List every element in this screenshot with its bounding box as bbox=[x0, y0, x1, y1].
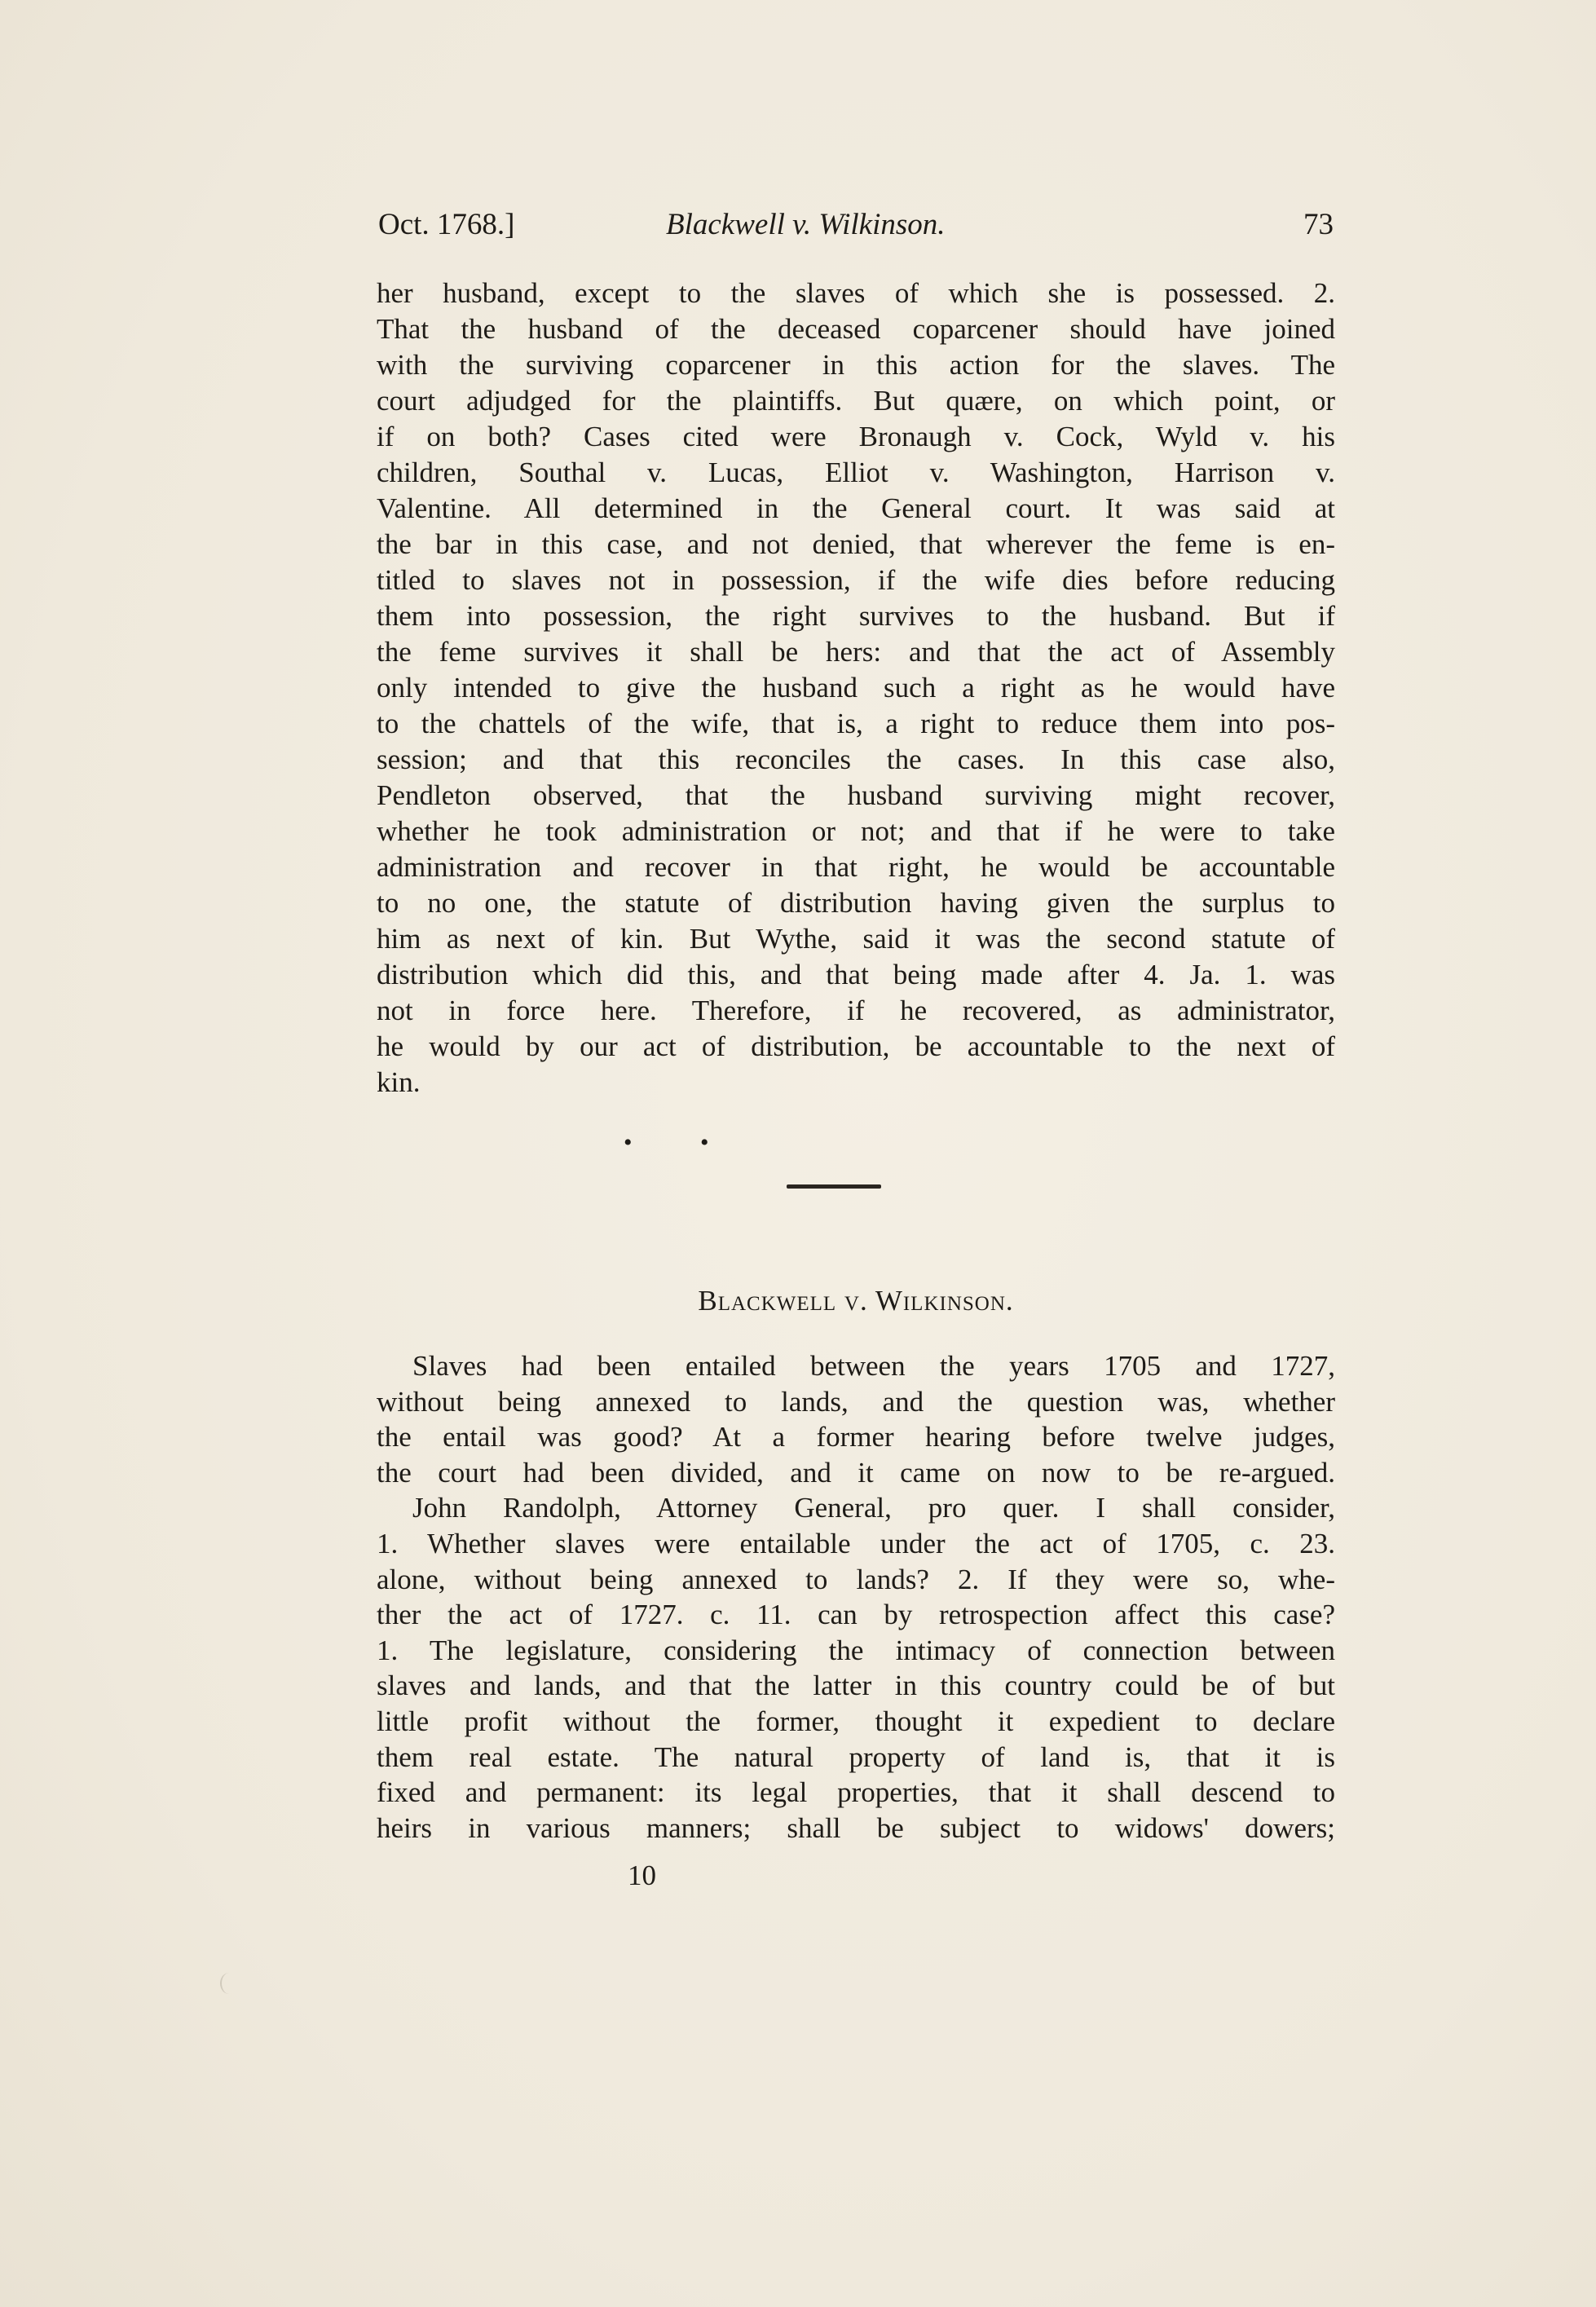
case-paragraph bbox=[377, 1348, 1335, 1846]
text-line: titled to slaves not in possession, if the wife dies before reducing bbox=[377, 564, 1335, 596]
text-line: with the surviving coparcener in this action for the slaves. The bbox=[377, 349, 1335, 381]
paragraph-continued bbox=[377, 276, 1335, 1101]
text-line: him as next of kin. But Wythe, said it was the second statute of bbox=[377, 923, 1335, 955]
signature-mark: 10 bbox=[628, 1859, 656, 1891]
text-line: to no one, the statute of distribution having given the surplus to bbox=[377, 887, 1335, 919]
text-line: the court had been divided, and it came on now to be re-argued. bbox=[377, 1456, 1335, 1489]
text-line: kin. bbox=[377, 1066, 421, 1098]
text-line: them into possession, the right survives to the husband. But if bbox=[377, 600, 1335, 632]
text-line: whether he took administration or not; and that if he were to take bbox=[377, 815, 1335, 847]
text-line: Valentine. All determined in the General court. It was said at bbox=[377, 492, 1335, 524]
text-line: to the chattels of the wife, that is, a right to reduce them into pos- bbox=[377, 708, 1335, 739]
text-line: the feme survives it shall be hers: and that the act of Assembly bbox=[377, 636, 1335, 668]
text-line: little profit without the former, thought it expedient to declare bbox=[377, 1705, 1335, 1737]
text-line: Pendleton observed, that the husband surviving might recover, bbox=[377, 779, 1335, 811]
paper-mark bbox=[220, 1973, 238, 1994]
page-number: 73 bbox=[1303, 208, 1334, 241]
ornament-dots: • • bbox=[624, 1129, 740, 1156]
text-line: ther the act of 1727. c. 11. can by retrospection affect this case? bbox=[377, 1599, 1335, 1631]
text-line: Slaves had been entailed between the years 1705 and 1727, bbox=[412, 1350, 1335, 1382]
running-head-title: Blackwell v. Wilkinson. bbox=[666, 208, 946, 241]
text-line: without being annexed to lands, and the question was, whether bbox=[377, 1385, 1335, 1418]
text-line: distribution which did this, and that being made after 4. Ja. 1. was bbox=[377, 959, 1335, 990]
text-line: That the husband of the deceased coparcener should have joined bbox=[377, 313, 1335, 345]
text-line: the bar in this case, and not denied, that wherever the feme is en- bbox=[377, 528, 1335, 560]
text-line: only intended to give the husband such a right as he would have bbox=[377, 672, 1335, 704]
text-line: John Randolph, Attorney General, pro quer. I shall consider, bbox=[412, 1492, 1335, 1524]
text-line: session; and that this reconciles the cases. In this case also, bbox=[377, 743, 1335, 775]
text-line: 1. Whether slaves were entailable under the act of 1705, c. 23. bbox=[377, 1527, 1335, 1559]
case-heading: Blackwell v. Wilkinson. bbox=[698, 1285, 1014, 1317]
text-line: her husband, except to the slaves of which she is possessed. 2. bbox=[377, 277, 1335, 309]
text-line: fixed and permanent: its legal properties, that it shall descend to bbox=[377, 1776, 1335, 1809]
text-line: the entail was good? At a former hearing before twelve judges, bbox=[377, 1421, 1335, 1453]
text-line: alone, without being annexed to lands? 2. If they were so, whe- bbox=[377, 1563, 1335, 1595]
text-line: 1. The legislature, considering the intimacy of connection between bbox=[377, 1634, 1335, 1666]
text-line: not in force here. Therefore, if he recovered, as administrator, bbox=[377, 995, 1335, 1026]
text-line: children, Southal v. Lucas, Elliot v. Washington, Harrison v. bbox=[377, 457, 1335, 488]
text-line: administration and recover in that right, he would be accountable bbox=[377, 851, 1335, 883]
text-line: them real estate. The natural property of land is, that it is bbox=[377, 1740, 1335, 1773]
section-rule bbox=[787, 1184, 881, 1189]
text-line: slaves and lands, and that the latter in this country could be of but bbox=[377, 1670, 1335, 1702]
running-head bbox=[377, 207, 1335, 248]
text-line: heirs in various manners; shall be subject to widows' dowers; bbox=[377, 1811, 1335, 1844]
text-line: he would by our act of distribution, be accountable to the next of bbox=[377, 1030, 1335, 1062]
running-head-date: Oct. 1768.] bbox=[378, 208, 515, 241]
text-line: if on both? Cases cited were Bronaugh v. Cock, Wyld v. his bbox=[377, 421, 1335, 452]
text-line: court adjudged for the plaintiffs. But quære, on which point, or bbox=[377, 385, 1335, 417]
